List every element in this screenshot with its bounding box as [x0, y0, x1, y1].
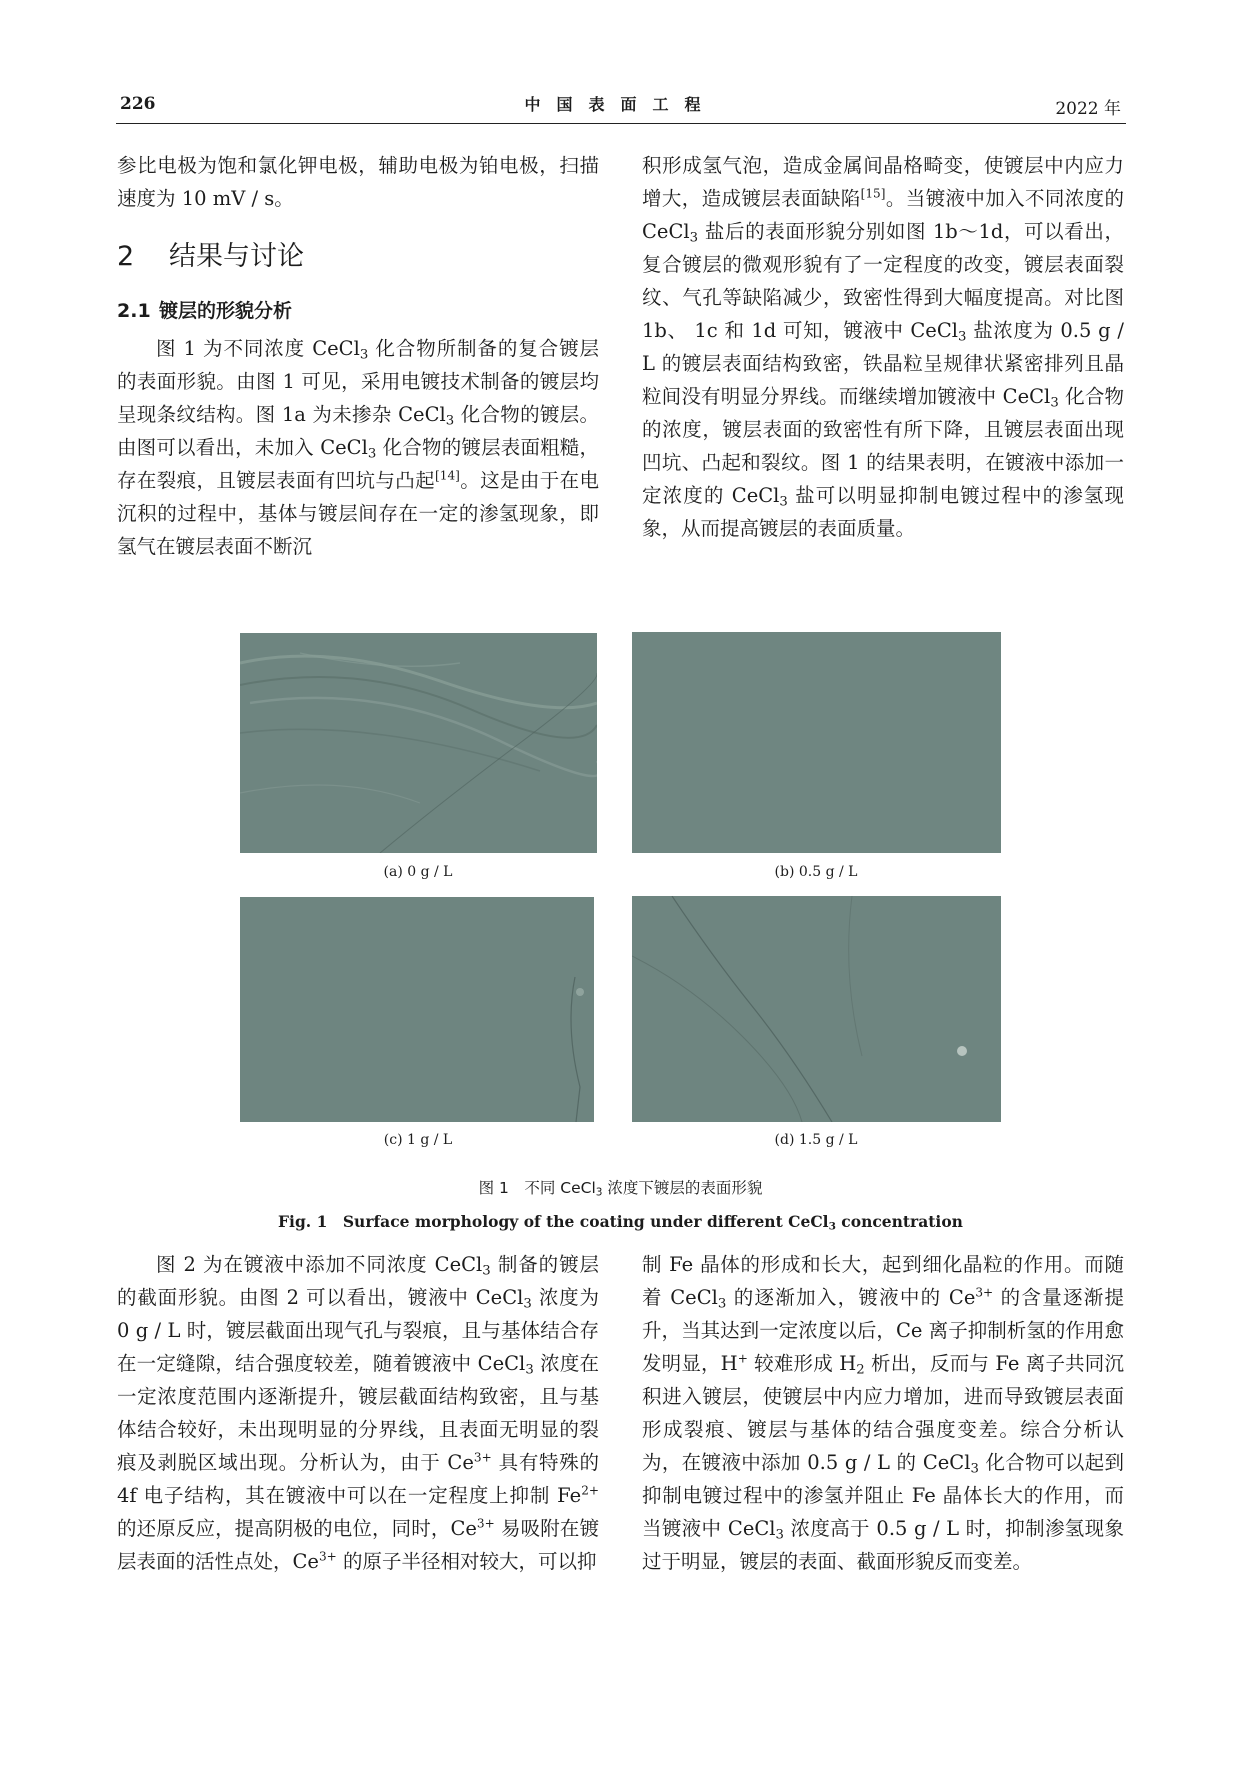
panel-label-b: (b) 0.5 g / L — [774, 864, 858, 880]
header-rule — [116, 123, 1126, 124]
citation-14: [14] — [435, 468, 460, 483]
subsection-heading — [117, 295, 599, 328]
subsection-number: 2.1 — [117, 300, 151, 322]
sem-image-1p5gL — [632, 896, 1001, 1122]
page-number: 226 — [120, 94, 156, 114]
journal-title: 中国表面工程 — [524, 95, 717, 114]
panel-label-d: (d) 1.5 g / L — [774, 1132, 858, 1148]
publication-year: 2022 年 — [1055, 99, 1121, 119]
paragraph-morphology-cont: 积形成氢气泡，造成金属间晶格畸变，使镀层中内应力增大，造成镀层表面缺陷[15]。当镀液中加入不同浓度的 CeCl$_3$ 盐后的表面形貌分别如图 1b～1d，可以看出，复合镀层的微观形貌有了一定程度的改变，镀层表面裂纹、气孔等缺陷减少，致密性得到大幅度提高。对比图 1b、 1c 和 1d 可知，镀液中 CeCl$_3$ 盐浓度为 0.5 g / L 的镀层表面结构致密，铁晶粒呈规律状紧密排列且晶粒间没有明显分界线。而继续增加镀液中 CeCl$_3$ 化合物的浓度，镀层表面的致密性有所下降，且镀层表面出现凹坑、凸起和裂纹。图 1 的结果表明，在镀液中添加一定浓度的 CeCl$_3$ 盐可以明显抑制电镀过程中的渗氢现象，从而提高镀层的表面质量。 — [642, 154, 1125, 540]
figure-caption-en: Fig. 1 Surface morphology of the coating under different CeCl$_3$ concentration — [278, 1212, 963, 1233]
panel-label-c: (c) 1 g / L — [383, 1132, 453, 1148]
intro-paragraph: 参比电极为饱和氯化钾电极，辅助电极为铂电极，扫描速度为 10 mV / s。 — [117, 154, 599, 210]
paragraph-morphology: 图 1 为不同浓度 CeCl$_3$ 化合物所制备的复合镀层的表面形貌。由图 1 可见，采用电镀技术制备的镀层均呈现条纹结构。图 1a 为未掺杂 CeCl$_3$ 化合物的镀层。由图可以看出，未加入 CeCl$_3$ 化合物的镀层表面粗糙，存在裂痕，且镀层表面有凹坑与凸起[14]。这是由于在电沉积的过程中，基体与镀层间存在一定的渗氢现象，即氢气在镀层表面不断沉 — [117, 337, 600, 558]
paragraph-cross-section-cont: 制 Fe 晶体的形成和长大，起到细化晶粒的作用。而随着 CeCl$_3$ 的逐渐加入，镀液中的 $Ce^{3+}$ 的含量逐渐提升，当其达到一定浓度以后，Ce 离子抑制析氢的作用愈发明显，H+ 较难形成 $H_2$ 析出，反而与 Fe 离子共同沉积进入镀层，使镀层中内应力增加，进而导致镀层表面形成裂痕、镀层与基体的结合强度变差。综合分析认为，在镀液中添加 0.5 g / L 的 CeCl$_3$ 化合物可以起到抑制电镀过程中的渗氢并阻止 Fe 晶体长大的作用，而当镀液中 CeCl$_3$ 浓度高于 0.5 g / L 时，抑制渗氢现象过于明显，镀层的表面、截面形貌反而变差。 — [642, 1253, 1125, 1573]
paragraph-cross-section: 图 2 为在镀液中添加不同浓度 CeCl$_3$ 制备的镀层的截面形貌。由图 2 可以看出，镀液中 CeCl$_3$ 浓度为 0 g / L 时，镀层截面出现气孔与裂痕，且与基体结合存在一定缝隙，结合强度较差，随着镀液中 CeCl$_3$ 浓度在一定浓度范围内逐渐提升，镀层截面结构致密，且与基体结合较好，未出现明显的分界线，且表面无明显的裂痕及剥脱区域出现。分析认为，由于 $Ce^{3+}$ 具有特殊的 4f 电子结构，其在镀液中可以在一定程度上抑制 $Fe^{2+}$ 的还原反应，提高阴极的电位，同时，$Ce^{3+}$ 易吸附在镀层表面的活性点处，$Ce^{3+}$ 的原子半径相对较大，可以抑 — [117, 1253, 599, 1573]
panel-label-a: (a) 0 g / L — [383, 864, 453, 880]
left-column-top — [117, 149, 599, 563]
citation-15: [15] — [860, 186, 886, 201]
left-column-bottom — [117, 1248, 599, 1578]
section-title: 结果与讨论 — [169, 241, 304, 272]
section-number: 2 — [117, 241, 135, 272]
sem-image-1gL — [240, 897, 594, 1122]
figure-caption-cn: 图 1 不同 CeCl$_3$ 浓度下镀层的表面形貌 — [478, 1179, 763, 1199]
subsection-title: 镀层的形貌分析 — [159, 300, 293, 322]
right-column-bottom — [642, 1248, 1124, 1578]
section-heading — [117, 237, 599, 277]
right-column-top — [642, 149, 1124, 545]
sem-image-0gL — [240, 633, 597, 853]
sem-image-0p5gL — [632, 632, 1001, 853]
